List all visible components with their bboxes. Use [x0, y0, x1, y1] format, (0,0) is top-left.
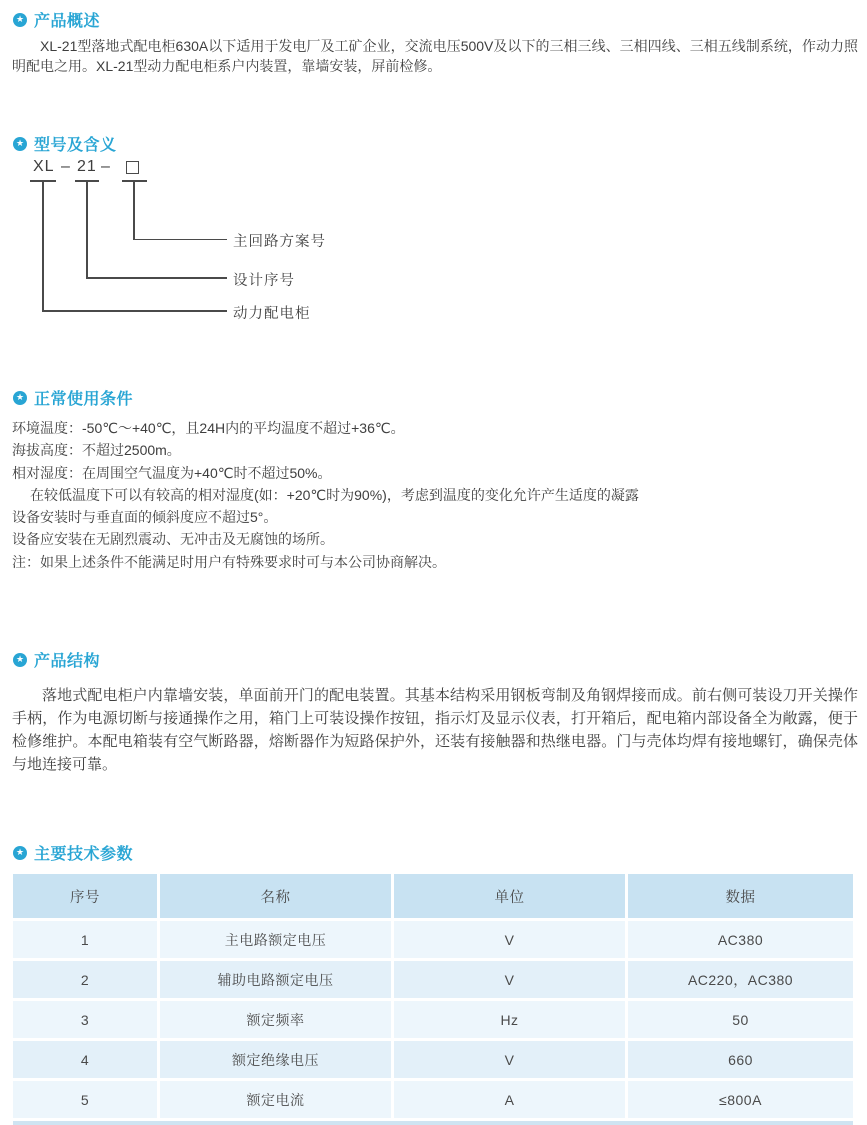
model-code-series: 21 — [77, 158, 97, 175]
table-cell: AC220，AC380 — [687, 971, 794, 988]
table-cell: 4 — [13, 1041, 160, 1078]
table-cell: 50 — [732, 1011, 749, 1028]
table-cell: 额定绝缘电压 — [160, 1041, 394, 1078]
section-header-conditions — [13, 386, 133, 409]
table-cell: 1 — [13, 921, 160, 958]
model-code-dash: – — [61, 158, 71, 175]
table-cell: 额定电流 — [160, 1081, 394, 1118]
diagram-vertical-line — [86, 180, 88, 278]
section-title-overview: 产品概述 — [34, 13, 101, 30]
table-cell: 5 — [13, 1081, 160, 1118]
table-cell: ≤800A — [719, 1091, 762, 1108]
structure-paragraph: 落地式配电柜户内靠墙安装，单面前开门的配电装置。其基本结构采用钢板弯制及角钢焊接而成。前右侧可装设刀开关操作手柄，作为电源切断与接通操作之用，箱门上可装设操作按钮，指示灯及显示仪表，打开箱后，配电箱内部设备全为敞露，便于检修维护。本配电箱装有空气断路器，熔断器作为短路保护外，还装有接触器和热继电器。门与壳体均焊有接地螺钉，确保壳体与地连接可靠。 — [12, 687, 858, 773]
params-header-row — [13, 874, 853, 918]
condition-line: 设备安装时与垂直面的倾斜度应不超过5°。 — [12, 509, 278, 526]
condition-line: 设备应安装在无剧烈震动、无冲击及无腐蚀的场所。 — [12, 531, 334, 548]
section-title-structure: 产品结构 — [34, 653, 101, 670]
diagram-label-power-cabinet: 动力配电柜 — [233, 306, 311, 322]
section-title-parameters: 主要技术参数 — [34, 846, 134, 863]
model-code-prefix: XL — [33, 158, 55, 175]
table-cell: 3 — [13, 1001, 160, 1038]
condition-line: 注：如果上述条件不能满足时用户有特殊要求时可与本公司协商解决。 — [12, 553, 446, 570]
scheme-number-box — [126, 161, 139, 174]
diagram-label-design-serial: 设计序号 — [233, 273, 295, 289]
column-header: 数据 — [725, 889, 756, 906]
table-cell: V — [394, 1041, 628, 1078]
diagram-tick-line — [122, 180, 147, 182]
section-header-structure — [13, 648, 100, 671]
section-header-overview — [13, 8, 100, 31]
section-header-parameters — [13, 841, 133, 864]
diagram-connector-line — [86, 277, 227, 279]
section-title-model: 型号及含义 — [34, 137, 117, 154]
column-header: 名称 — [160, 874, 394, 918]
section-header-model — [13, 132, 117, 155]
table-cell: 660 — [728, 1051, 753, 1068]
star-circle-icon: ★ — [13, 846, 27, 860]
table-cell: A — [394, 1081, 628, 1118]
diagram-connector-line — [133, 239, 227, 241]
star-circle-icon: ★ — [13, 653, 27, 667]
model-designation-diagram — [0, 156, 440, 336]
condition-line: 海拔高度：不超过2500m。 — [12, 442, 181, 459]
overview-paragraph: XL-21型落地式配电柜630A以下适用于发电厂及工矿企业，交流电压500V及以下的三相三线、三相四线、三相五线制系统，作动力照明配电之用。XL-21型动力配电柜系户内装置，靠墙安装，屏前检修。 — [12, 38, 858, 74]
section-title-conditions: 正常使用条件 — [34, 391, 134, 408]
table-cell: 2 — [13, 961, 160, 998]
table-cell: 额定频率 — [160, 1001, 394, 1038]
table-row — [13, 1041, 853, 1078]
table-cell: Hz — [394, 1001, 628, 1038]
star-circle-icon: ★ — [13, 137, 27, 151]
table-next-row-strip — [13, 1121, 853, 1125]
condition-line: 在较低温度下可以有较高的相对湿度(如：+20℃时为90%)，考虑到温度的变化允许产生适度的凝露 — [30, 486, 639, 503]
star-circle-icon: ★ — [13, 13, 27, 27]
column-header: 单位 — [394, 874, 628, 918]
diagram-vertical-line — [42, 180, 44, 311]
table-cell: V — [394, 921, 628, 958]
diagram-label-main-circuit-scheme: 主回路方案号 — [233, 234, 326, 250]
table-row — [13, 1081, 853, 1118]
diagram-vertical-line — [133, 180, 135, 239]
diagram-connector-line — [42, 310, 227, 312]
table-row — [13, 1001, 853, 1038]
model-code-dash: – — [101, 158, 111, 175]
condition-line: 相对湿度：在周围空气温度为+40℃时不超过50%。 — [12, 464, 332, 481]
condition-line: 环境温度：-50℃～+40℃，且24H内的平均温度不超过+36℃。 — [12, 420, 405, 436]
table-cell: 主电路额定电压 — [160, 921, 394, 958]
column-header: 序号 — [13, 874, 160, 918]
table-row — [13, 921, 853, 958]
table-cell: AC380 — [717, 931, 764, 948]
params-table-body — [13, 921, 853, 1118]
table-row — [13, 961, 853, 998]
table-cell: 辅助电路额定电压 — [160, 961, 394, 998]
star-circle-icon: ★ — [13, 391, 27, 405]
conditions-list — [12, 417, 858, 573]
parameters-table — [13, 874, 853, 1118]
table-cell: V — [394, 961, 628, 998]
